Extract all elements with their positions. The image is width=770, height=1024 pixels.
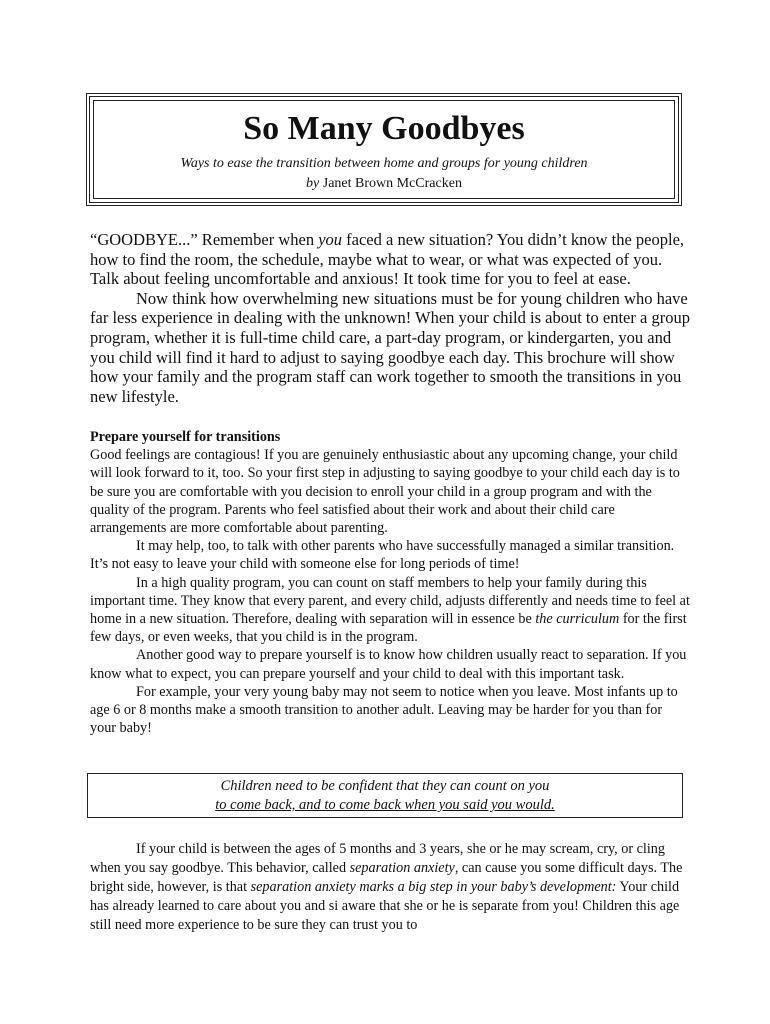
intro-emphasis: you [318,230,343,249]
callout-line-1: Children need to be confident that they can count on you [220,778,550,794]
section-heading: Prepare yourself for transitions [90,429,281,445]
continuation-section [90,840,690,935]
by-word: by [306,176,320,191]
section-p3-text-b: for the first few days, or even weeks, that you child is in the program. [90,611,687,646]
continuation-emphasis-2: separation anxiety marks a big step in your baby’s development: [250,879,617,895]
section-paragraph-3 [90,574,690,647]
intro-paragraph-1 [90,230,690,289]
continuation-paragraph [90,840,690,935]
page-title: So Many Goodbyes [243,110,525,147]
section-paragraph-1: Good feelings are contagious! If you are genuinely enthusiastic about any upcoming change, your child will look forward to it, too. So your first step in adjusting to saying goodbye to your child each day is to be sure you are comfortable with you decision to enroll your child in a group program and with the quality of the program. Parents who feel satisfied about their work and about their child care arrangements are more comfortable about parenting. [90,447,680,537]
section-p3-emphasis: the curriculum [535,611,620,628]
continuation-text-3: Your child has already learned to care about you and si aware that she or he is separate from you! Children this age still need more experience to be sure they can trust you to [90,879,680,933]
continuation-text-1: If your child is between the ages of 5 months and 3 years, she or he may scream, cry, or cling when you say goodbye. This behavior, called [90,841,665,876]
title-box-inner-border [93,100,675,199]
callout-box [87,773,683,818]
intro-text-a: “GOODBYE...” Remember when [90,230,319,249]
callout-line-2: to come back, and to come back when you said you would. [215,797,555,813]
page-subtitle: Ways to ease the transition between home and groups for young children [180,156,588,171]
section-paragraph-4: Another good way to prepare yourself is to know how children usually react to separation. If you know what to expect, you can prepare yourself and your child to deal with this important task. [90,647,687,682]
section-paragraph-2: It may help, too, to talk with other parents who have successfully managed a similar transition. It’s not easy to leave your child with someone else for long periods of time! [90,538,675,573]
continuation-emphasis-1: separation anxiety [349,860,455,876]
prepare-section [90,428,690,737]
intro-paragraph-2: Now think how overwhelming new situations must be for young children who have far less experience in dealing with the unknown! When your child is about to enter a group program, whether it is full-time child care, a part-day program, or kindergarten, you and you child will find it hard to adjust to saying goodbye each day. This brochure will show how your family and the program staff can work together to smooth the transitions in you new lifestyle. [90,288,690,406]
title-box [86,93,682,206]
author-name: Janet Brown McCracken [322,176,462,191]
continuation-text-2: , can cause you some difficult days. The bright side, however, is that [90,860,683,895]
intro-section [90,230,690,406]
section-paragraph-5: For example, your very young baby may not seem to notice when you leave. Most infants up to age 6 or 8 months make a smooth transition to another adult. Leaving may be harder for you than for your baby! [90,683,678,737]
section-p3-text-a: In a high quality program, you can count on staff members to help your family during this important time. They know that every parent, and every child, adjusts differently and needs time to feel at home in a new situation. Therefore, dealing with separation will in essence be [90,574,690,628]
intro-text-b: faced a new situation? You didn’t know the people, how to find the room, the schedule, maybe what to wear, or what was expected of you. Talk about feeling uncomfortable and anxious! It took time for you to feel at ease. [90,230,685,289]
